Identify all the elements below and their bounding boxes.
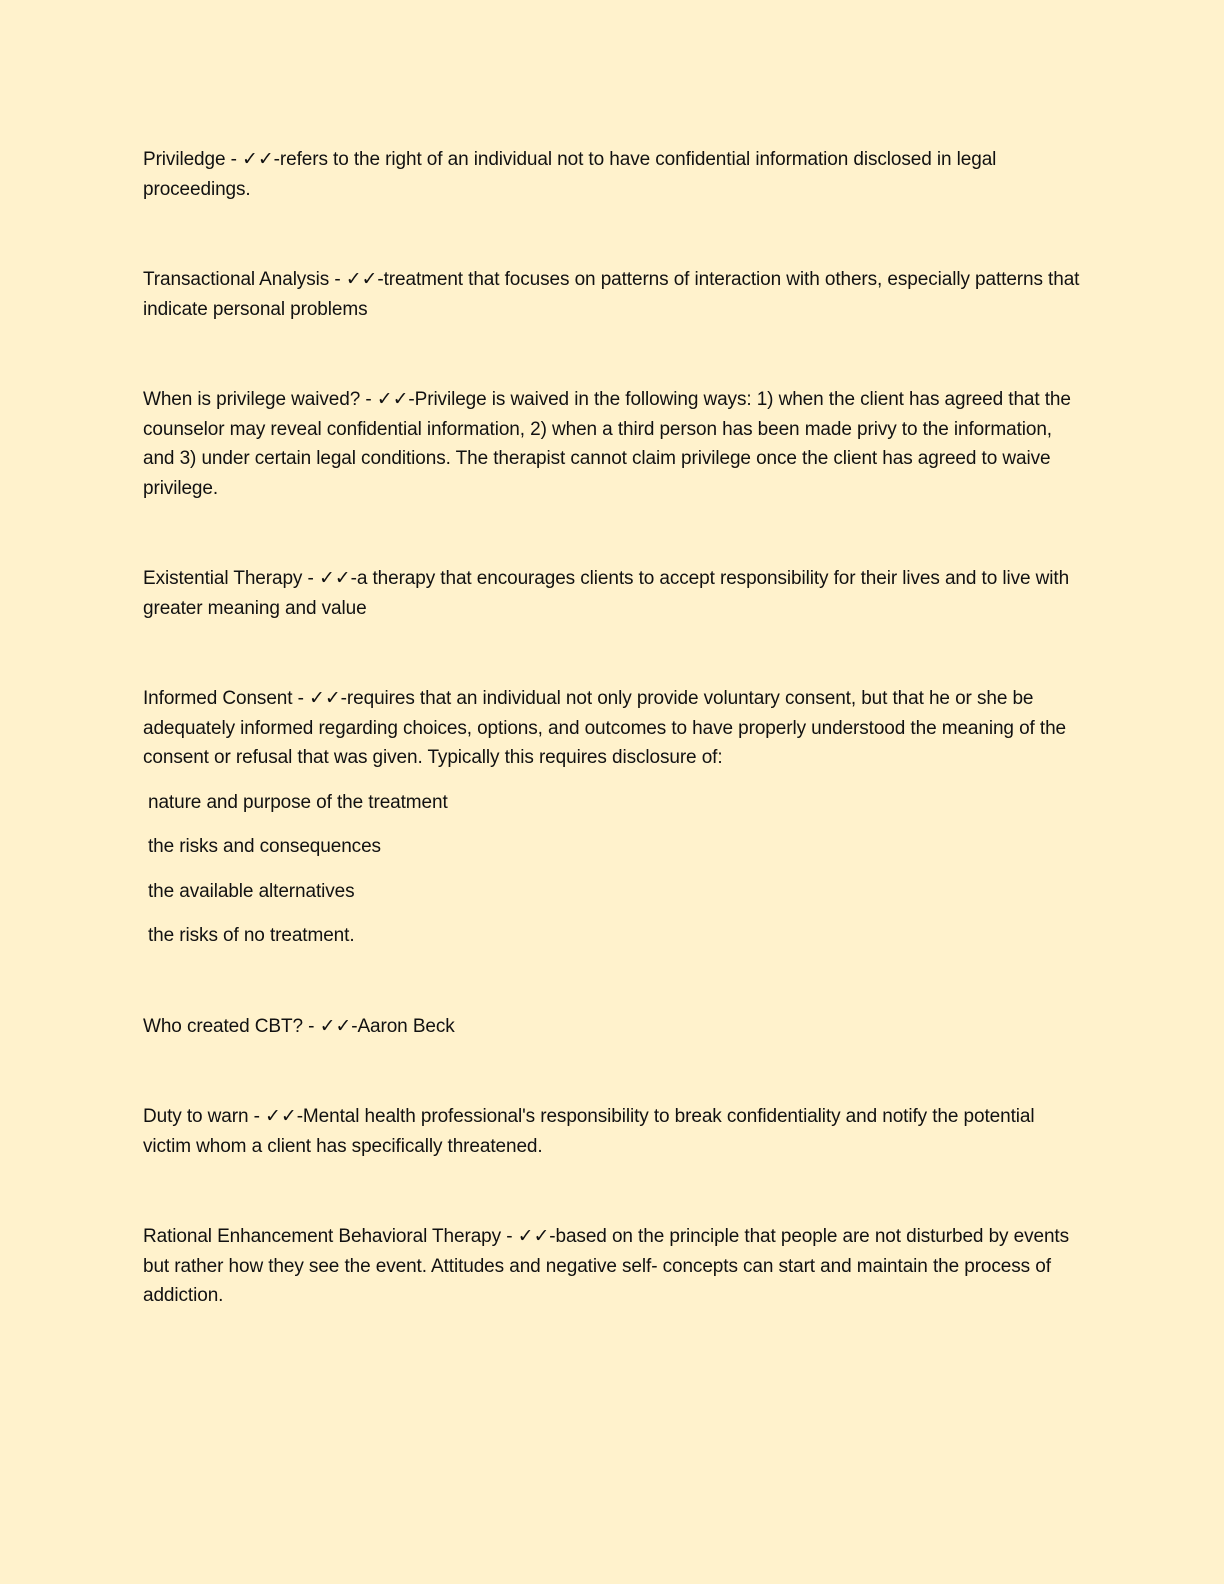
entry-term: Informed Consent [143,688,293,709]
entry-text [143,145,1083,204]
entry-text [143,265,1083,324]
flashcard-entry [143,564,1083,623]
term-separator: - [292,688,310,709]
term-separator: - [302,1015,320,1037]
term-separator: - [248,1106,266,1127]
check-marks-icon: ✓✓ [265,1105,297,1127]
flashcard-entry [143,1102,1083,1161]
entry-term: Rational Enhancement Behavioral Therapy [143,1226,502,1247]
entry-definition: a therapy that encourages clients to accept responsibility for their lives and to live with greater meaning and value [143,568,1070,619]
flashcard-entry [143,265,1083,324]
answer-prefix: - [408,389,415,410]
check-marks-icon: ✓✓ [319,1014,352,1037]
entry-definition: Mental health professional's responsibility to break confidentiality and notify the potential victim whom a client has specifically threatened. [143,1106,1035,1157]
list-item: nature and purpose of the treatment [148,791,448,813]
list-item: the available alternatives [148,880,355,902]
entry-term: Duty to warn [143,1106,249,1127]
check-marks-icon: ✓✓ [345,268,378,290]
answer-prefix: - [340,688,347,709]
list-item: the risks and consequences [148,836,381,857]
term-separator: - [225,149,243,170]
entry-definition: Privilege is waived in the following ways: 1) when the client has agreed that the counselor may reveal confidential information, 2) when a third person has been made privy to the information, and 3) under certain legal conditions. The therapist cannot claim privilege once the client has agreed to waive privilege. [143,389,1071,499]
disclosure-list [143,788,1083,951]
entry-definition: treatment that focuses on patterns of interaction with others, especially patterns that indicate personal problems [143,269,1080,320]
list-item: the risks of no treatment. [148,925,355,946]
check-marks-icon: ✓✓ [242,148,274,170]
answer-prefix: - [296,1106,303,1127]
entry-definition: refers to the right of an individual not to have confidential information disclosed in legal proceedings. [143,149,997,200]
check-marks-icon: ✓✓ [376,388,409,410]
entry-text [143,684,1083,773]
answer-prefix: - [273,149,280,170]
entry-term: Priviledge [143,149,226,170]
term-separator: - [302,568,319,589]
flashcard-entry [143,1012,1083,1042]
answer-prefix: - [350,568,357,589]
check-marks-icon: ✓✓ [318,567,351,589]
flashcard-entry [143,684,1083,951]
check-marks-icon: ✓✓ [517,1225,550,1247]
entry-text [143,385,1083,503]
entry-text [143,564,1083,623]
flashcard-entry [143,1222,1083,1311]
entry-term: Existential Therapy [143,568,303,589]
flashcard-entry [143,145,1083,204]
entry-definition: based on the principle that people are not disturbed by events but rather how they see the event. Attitudes and negative self- concepts can start and maintain the process of addiction. [143,1226,1069,1306]
answer-prefix: - [549,1226,556,1247]
flashcard-entry [143,385,1083,503]
term-separator: - [360,389,377,410]
entry-term: Transactional Analysis [143,269,330,290]
entry-text [143,1222,1083,1311]
entry-text [143,1102,1083,1161]
answer-prefix: - [351,1015,358,1037]
entry-term: When is privilege waived? [143,389,361,410]
check-marks-icon: ✓✓ [309,687,341,709]
entry-definition: Aaron Beck [357,1015,455,1037]
entry-definition: requires that an individual not only provide voluntary consent, but that he or she be adequately informed regarding choices, options, and outcomes to have properly understood the meaning of the consent or refusal that was given. Typically this requires disclosure of: [143,688,1067,768]
entry-term: Who created CBT? [143,1015,303,1037]
term-separator: - [501,1226,518,1247]
answer-prefix: - [377,269,384,290]
flashcard-list [143,145,1083,1372]
entry-text [143,1012,1083,1042]
term-separator: - [329,269,346,290]
